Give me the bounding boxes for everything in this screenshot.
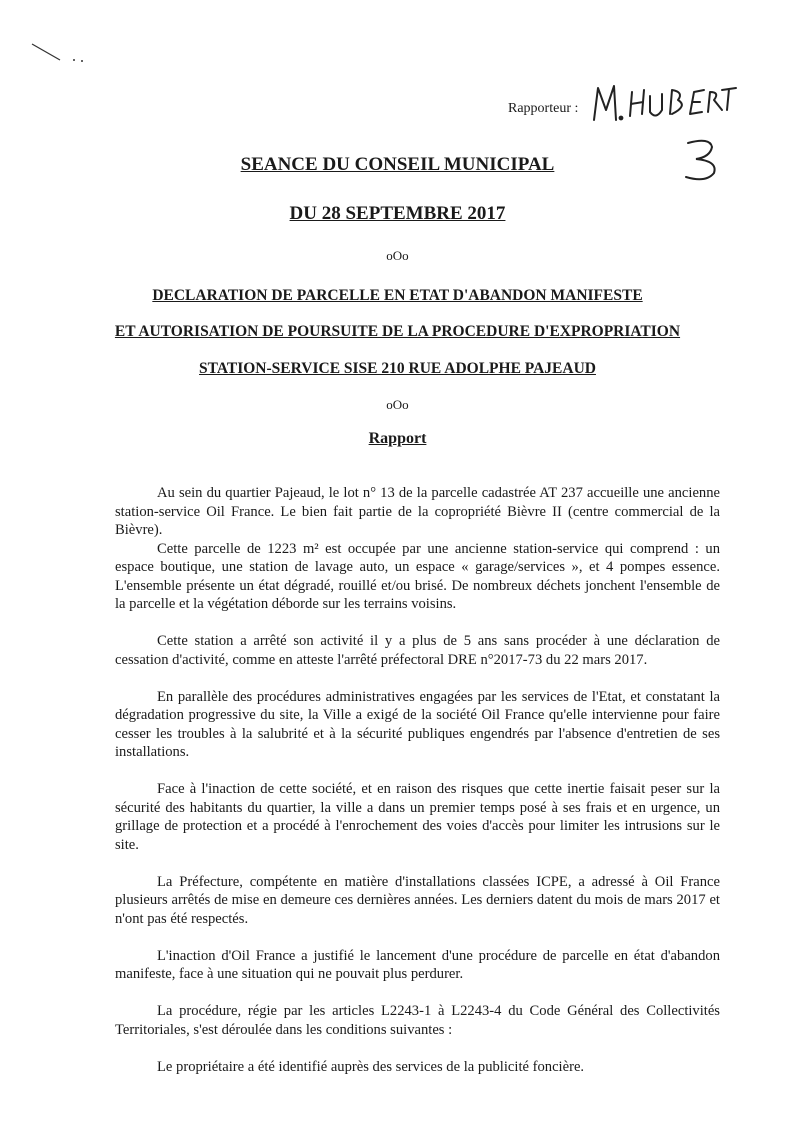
scan-mark (30, 40, 100, 70)
report-heading: Rapport (368, 430, 427, 447)
paragraph: Cette parcelle de 1223 m² est occupée par une ancienne station-service qui comprend : un espace boutique, une station de lavage auto, un espace « garage/services », et 4 pompes essence. L'ensemble présente un état dégradé, rouillé et/ou brisé. De nombreux déchets jonchent l'ensemble de la parcelle et la végétation déborde sur les terrains voisins. (115, 540, 720, 612)
paragraph: Face à l'inaction de cette société, et en raison des risques que cette inertie faisait peser sur la sécurité des habitants du quartier, la ville a dans un premier temps posé à ses frais et en urgence, un grillage de protection et a procédé à l'enrochement des voies d'accès pour limiter les intrusions sur le site. (115, 781, 720, 853)
separator: oOo (386, 248, 409, 263)
subject-line-1: DECLARATION DE PARCELLE EN ETAT D'ABANDON MANIFESTE (152, 287, 643, 304)
handwritten-name-signature (590, 80, 740, 130)
paragraph: Au sein du quartier Pajeaud, le lot n° 13 de la parcelle cadastrée AT 237 accueille une ancienne station-service Oil France. Le bien fait partie de la copropriété Bièvre II (centre commercial de la Bièvre). (115, 485, 720, 538)
title-date: DU 28 SEPTEMBRE 2017 (289, 203, 506, 224)
paragraph: La procédure, régie par les articles L2243-1 à L2243-4 du Code Général des Collectivités Territoriales, s'est déroulée dans les conditions suivantes : (115, 1003, 720, 1038)
paragraph: Le propriétaire a été identifié auprès des services de la publicité foncière. (157, 1058, 585, 1075)
subject-line-3: STATION-SERVICE SISE 210 RUE ADOLPHE PAJEAUD (199, 360, 596, 377)
separator-2: oOo (386, 397, 409, 412)
paragraph: En parallèle des procédures administratives engagées par les services de l'Etat, et constatant la dégradation progressive du site, la Ville a exigé de la société Oil France qu'elle intervienne pour faire cesser les troubles à la salubrité et à la sécurité publiques engendrés par l'absence d'entretien de ses installations. (115, 688, 720, 760)
title-seance: SEANCE DU CONSEIL MUNICIPAL (240, 154, 555, 175)
report-body (115, 484, 720, 1076)
paragraph: La Préfecture, compétente en matière d'installations classées ICPE, a adressé à Oil France plusieurs arrêtés de mise en demeure ces dernières années. Les derniers datent du mois de mars 2017 et n'ont pas été respectés. (115, 873, 720, 927)
rapporteur-label: Rapporteur : (508, 101, 579, 116)
paragraph: L'inaction d'Oil France a justifié le lancement d'une procédure de parcelle en état d'abandon manifeste, face à une situation qui ne pouvait plus perdurer. (115, 947, 720, 982)
paragraph: Cette station a arrêté son activité il y a plus de 5 ans sans procéder à une déclaration de cessation d'activité, comme en atteste l'arrêté préfectoral DRE n°2017-73 du 22 mars 2017. (115, 633, 720, 668)
subject-line-2: ET AUTORISATION DE POURSUITE DE LA PROCEDURE D'EXPROPRIATION (114, 323, 681, 340)
